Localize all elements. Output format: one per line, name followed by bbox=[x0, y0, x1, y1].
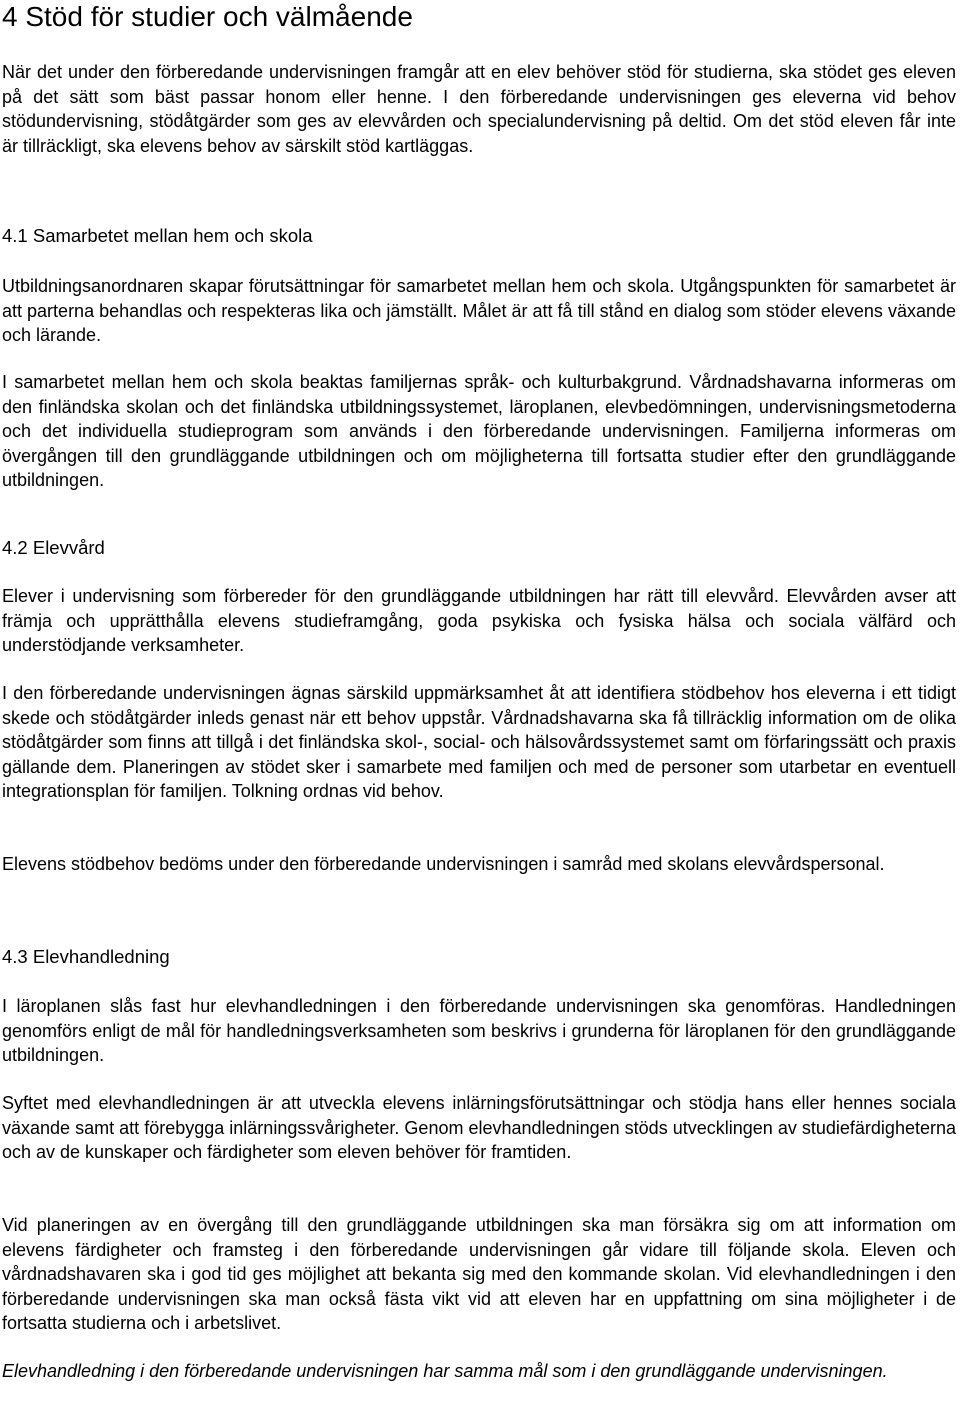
section-4-1-paragraph-2: I samarbetet mellan hem och skola beaktas familjernas språk- och kulturbakgrund. Vårdnadshavarna informeras om den finländska skolan och det finländska utbildningssystemet, läroplanen, elevbedömningen, undervisningsmetoderna och det individuella studieprogram som används i den förberedande undervisningen. Familjerna informeras om övergången till den grundläggande utbildningen och om möjligheterna till fortsatta studier efter den grundläggande utbildningen. bbox=[2, 372, 956, 490]
section-heading-4-3: 4.3 Elevhandledning bbox=[2, 946, 170, 967]
section-heading-4-1: 4.1 Samarbetet mellan hem och skola bbox=[2, 225, 313, 246]
section-4-2-paragraph-3: Elevens stödbehov bedöms under den förberedande undervisningen i samråd med skolans elevvårdspersonal. bbox=[2, 854, 885, 874]
intro-paragraph: När det under den förberedande undervisningen framgår att en elev behöver stöd för studierna, ska stödet ges eleven på det sätt som bäst passar honom eller henne. I den förberedande undervisningen ges eleverna vid behov stödundervisning, stödåtgärder som ges av elevvården och specialundervisning på deltid. Om det stöd eleven får inte är tillräckligt, ska elevens behov av särskilt stöd kartläggas. bbox=[2, 62, 956, 156]
section-4-3-paragraph-2: Syftet med elevhandledningen är att utveckla elevens inlärningsförutsättningar och stödja hans eller hennes sociala växande samt att förebygga inlärningssvårigheter. Genom elevhandledningen stöds utvecklingen av studiefärdigheterna och av de kunskaper och färdigheter som eleven behöver för framtiden. bbox=[2, 1093, 956, 1162]
section-4-2-paragraph-2: I den förberedande undervisningen ägnas särskild uppmärksamhet åt att identifiera stödbehov hos eleverna i ett tidigt skede och stödåtgärder inleds genast när ett behov uppstår. Vårdnadshavarna ska få tillräcklig information om de olika stödåtgärder som finns att tillgå i det finländska skol-, social- och hälsovårdssystemet samt om förfaringssätt och praxis gällande dem. Planeringen av stödet sker i samarbete med familjen och med de personer som utarbetar en eventuell integrationsplan för familjen. Tolkning ordnas vid behov. bbox=[2, 683, 956, 801]
section-4-2-paragraph-1: Elever i undervisning som förbereder för den grundläggande utbildningen har rätt till elevvård. Elevvården avser att främja och upprätthålla elevens studieframgång, goda psykiska och fysiska hälsa och sociala välfärd och understödjande verksamheter. bbox=[2, 586, 956, 655]
section-4-1-paragraph-1: Utbildningsanordnaren skapar förutsättningar för samarbetet mellan hem och skola. Utgångspunkten för samarbetet är att parterna behandlas och respekteras lika och jämställt. Målet är att få till stånd en dialog som stöder elevens växande och lärande. bbox=[2, 276, 956, 345]
section-4-3-paragraph-3: Vid planeringen av en övergång till den grundläggande utbildningen ska man försäkra sig om att information om elevens färdigheter och framsteg i den förberedande undervisningen går vidare till följande skola. Eleven och vårdnadshavaren ska i god tid ges möjlighet att bekanta sig med den kommande skolan. Vid elevhandledningen i den förberedande undervisningen ska man också fästa vikt vid att eleven har en uppfattning om sina möjligheter i de fortsatta studierna och i arbetslivet. bbox=[2, 1215, 956, 1333]
section-heading-4-2: 4.2 Elevvård bbox=[2, 537, 105, 558]
section-4-3-paragraph-4: Elevhandledning i den förberedande undervisningen har samma mål som i den grundläggande undervisningen. bbox=[2, 1361, 888, 1381]
section-4-3-paragraph-1: I läroplanen slås fast hur elevhandledningen i den förberedande undervisningen ska genomföras. Handledningen genomförs enligt de mål för handledningsverksamheten som beskrivs i grunderna för läroplanen för den grundläggande utbildningen. bbox=[2, 996, 956, 1065]
page-title: 4 Stöd för studier och välmående bbox=[2, 1, 413, 32]
